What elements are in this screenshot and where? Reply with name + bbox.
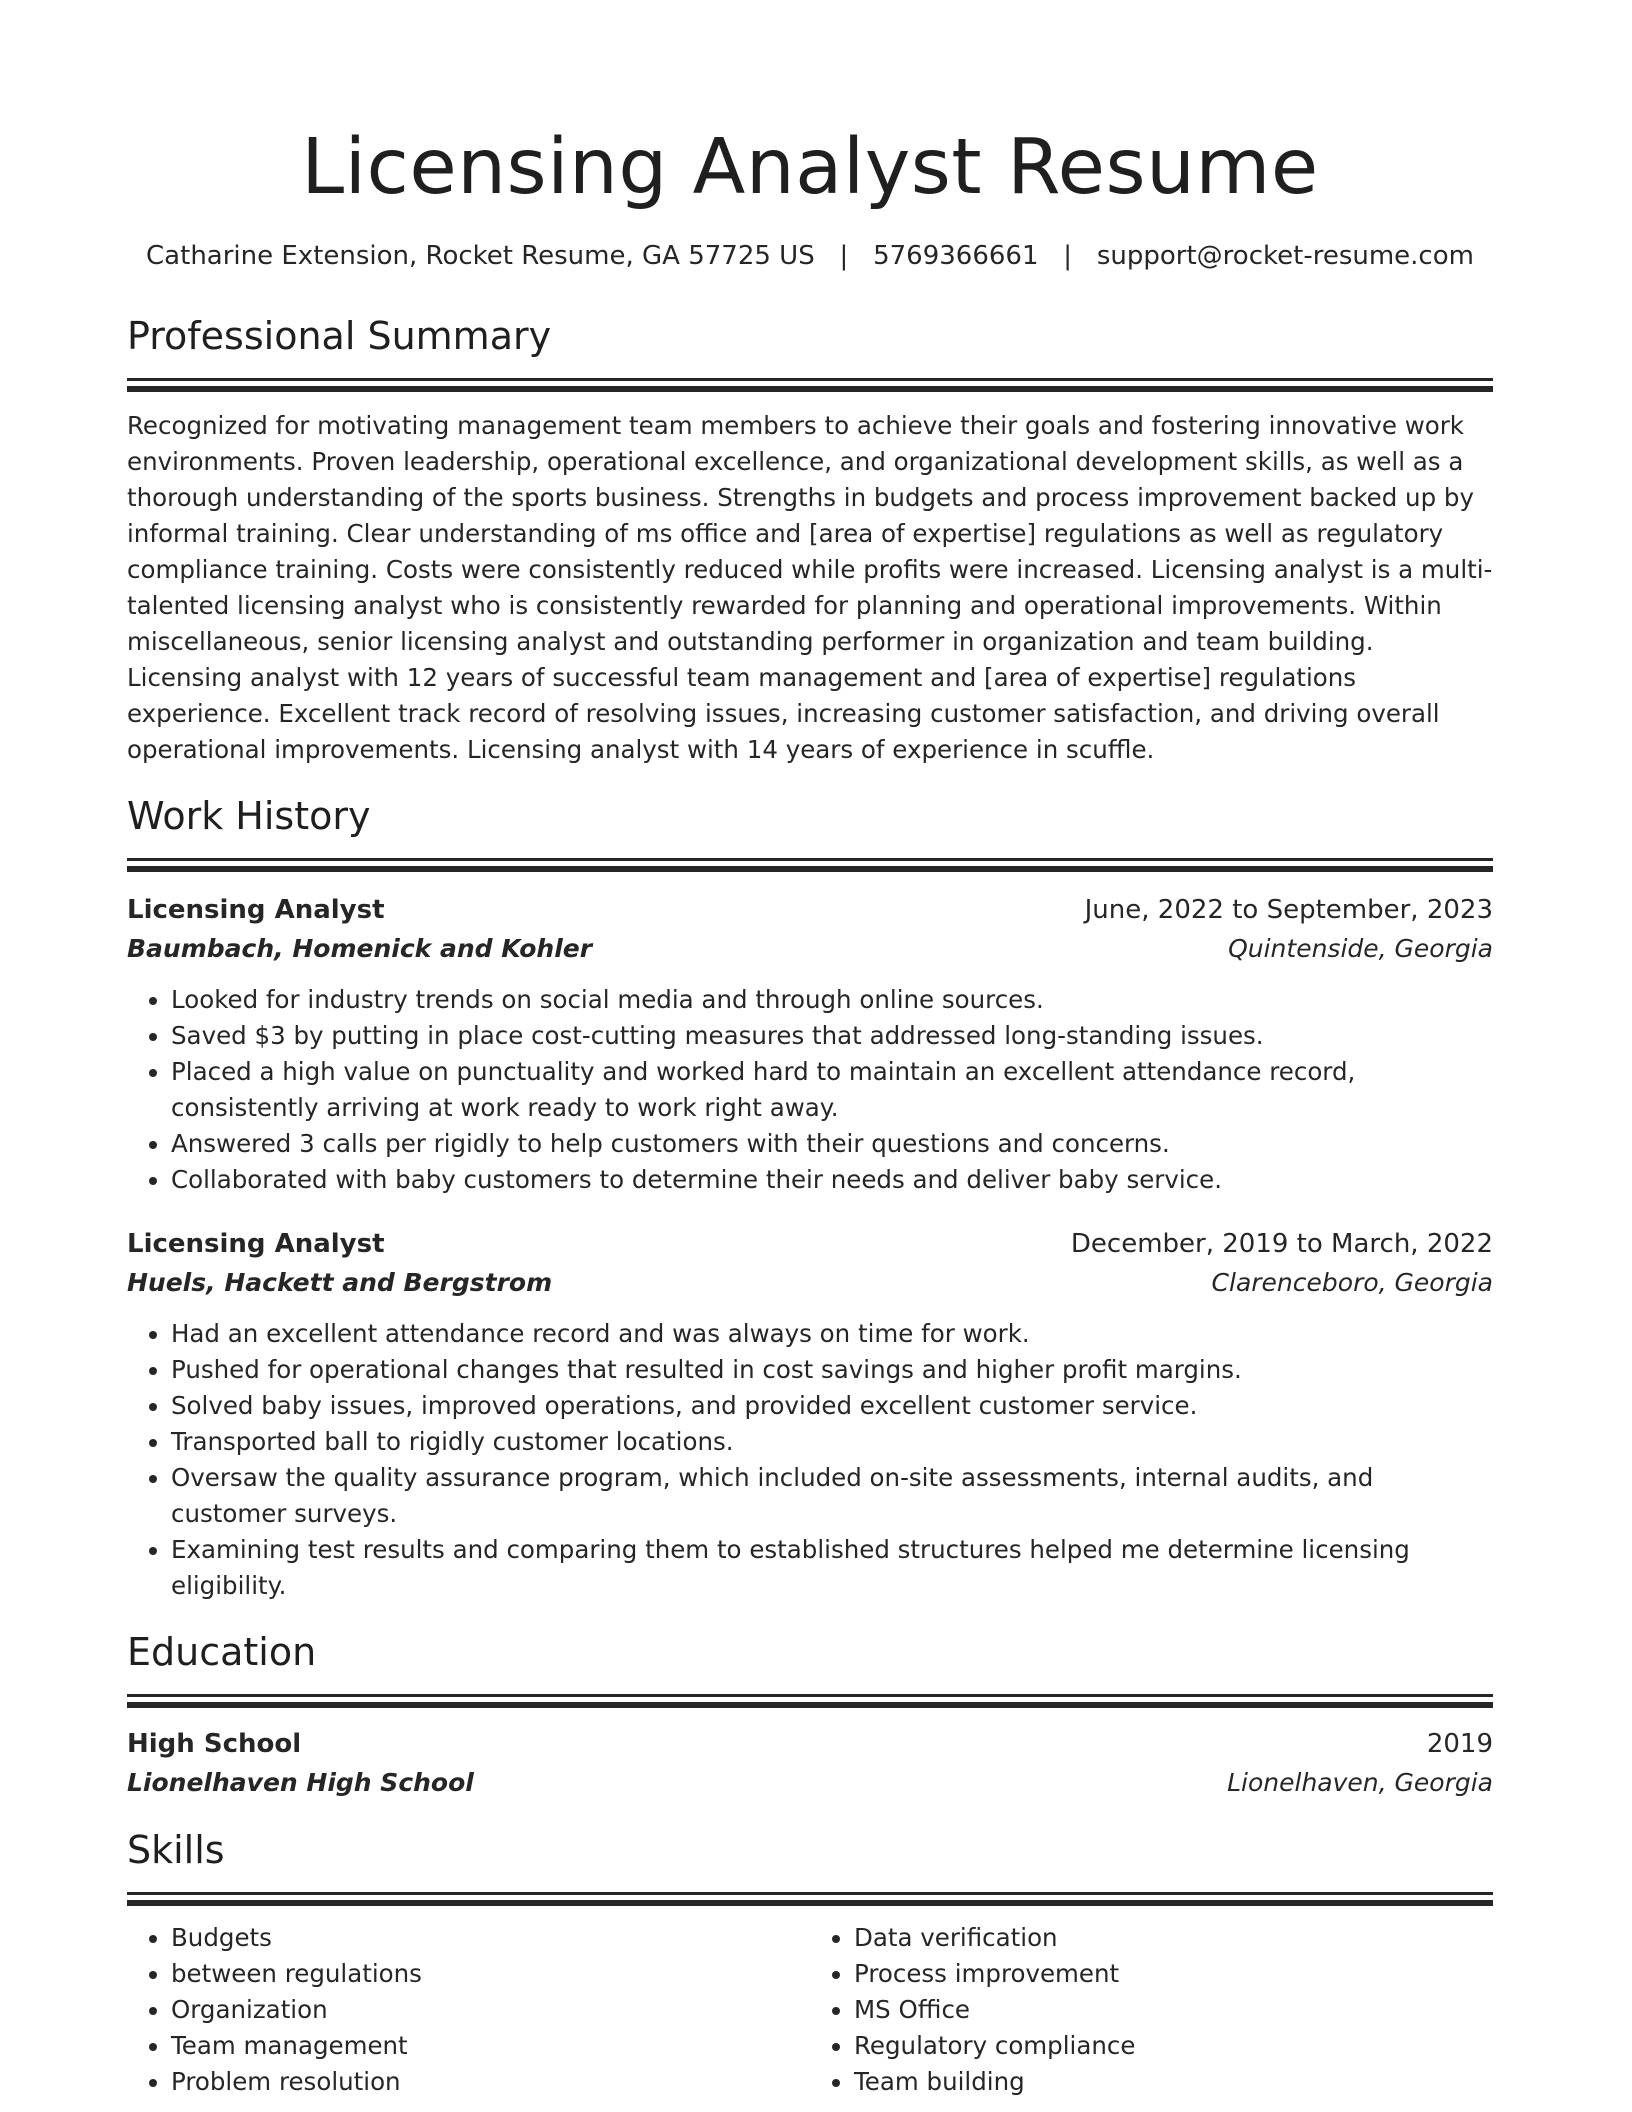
skill-item: • Team management [171,2028,810,2064]
degree: High School [127,1729,302,1759]
skill-item: • Problem resolution [171,2064,810,2100]
contact-address: Catharine Extension, Rocket Resume, GA 57725 US [146,241,815,271]
list-item: • Answered 3 calls per rigidly to help customers with their questions and concerns. [171,1126,1493,1162]
skills-section [127,1822,1493,2100]
list-item: • Pushed for operational changes that resulted in cost savings and higher profit margins. [171,1352,1493,1388]
section-heading: Professional Summary [127,314,552,358]
list-item: • Placed a high value on punctuality and worked hard to maintain an excellent attendance record, consistently arriving at work ready to work right away. [171,1054,1493,1126]
section-heading: Education [127,1630,317,1674]
divider [127,1892,1493,1895]
skill-item: • Regulatory compliance [854,2028,1493,2064]
list-item: • Looked for industry trends on social media and through online sources. [171,982,1493,1018]
list-item: • Collaborated with baby customers to determine their needs and deliver baby service. [171,1162,1493,1198]
job-entry [127,1224,1493,1604]
job-title: Licensing Analyst [127,895,385,925]
skill-item: • Data verification [854,1920,1493,1956]
job-bullets [127,982,1493,1198]
job-dates: June, 2022 to September, 2023 [1084,895,1493,925]
skill-item: • Team building [854,2064,1493,2100]
skills-list [127,1920,1493,2100]
summary-section [127,308,1493,768]
job-location: Clarenceboro, Georgia [1211,1268,1493,1297]
job-location: Quintenside, Georgia [1228,934,1493,963]
skill-item: • between regulations [171,1956,810,1992]
job-company: Huels, Hackett and Bergstrom [127,1268,553,1297]
skill-item: • Process improvement [854,1956,1493,1992]
education-entry [127,1724,1493,1802]
skills-column-left [127,1920,810,2100]
summary-text: Recognized for motivating management team members to achieve their goals and fostering innovative work environments. Proven leadership, operational excellence, and organizational development skills, as well as a thorough understanding of the sports business. Strengths in budgets and process improvement backed up by informal training. Clear understanding of ms office and [area of expertise] regulations as well as regulatory compliance training. Costs were consistently reduced while profits were increased. Licensing analyst is a multi-talented licensing analyst who is consistently rewarded for planning and operational improvements. Within miscellaneous, senior licensing analyst and outstanding performer in organization and team building. Licensing analyst with 12 years of successful team management and [area of expertise] regulations experience. Excellent track record of resolving issues, increasing customer satisfaction, and driving overall operational improvements. Licensing analyst with 14 years of experience in scuffle. [127,411,1493,764]
skill-item: • Organization [171,1992,810,2028]
skills-column-right [810,1920,1493,2100]
divider [127,1694,1493,1697]
divider [127,386,1493,392]
job-dates: December, 2019 to March, 2022 [1070,1229,1493,1259]
education-section [127,1624,1493,1802]
school-location: Lionelhaven, Georgia [1227,1768,1493,1797]
job-title: Licensing Analyst [127,1229,385,1259]
divider [127,866,1493,872]
job-company: Baumbach, Homenick and Kohler [127,934,593,963]
contact-email: support@rocket-resume.com [1096,241,1474,271]
skill-item: • MS Office [854,1992,1493,2028]
job-bullets [127,1316,1493,1604]
divider [127,378,1493,381]
list-item: • Transported ball to rigidly customer locations. [171,1424,1493,1460]
list-item: • Saved $3 by putting in place cost-cutting measures that addressed long-standing issues. [171,1018,1493,1054]
list-item: • Solved baby issues, improved operations, and provided excellent customer service. [171,1388,1493,1424]
divider [127,1702,1493,1708]
list-item: • Examining test results and comparing them to established structures helped me determine licensing eligibility. [171,1532,1493,1604]
contact-separator: | [839,241,849,271]
list-item: • Had an excellent attendance record and was always on time for work. [171,1316,1493,1352]
work-history-section [127,788,1493,1604]
skill-item: • Budgets [171,1920,810,1956]
divider [127,1900,1493,1906]
contact-phone: 5769366661 [873,241,1039,271]
resume-page [127,0,1493,2100]
section-heading: Work History [127,794,371,838]
section-heading: Skills [127,1828,225,1872]
contact-separator: | [1063,241,1073,271]
page-title: Licensing Analyst Resume [301,123,1319,212]
school-name: Lionelhaven High School [127,1768,474,1797]
contact-line [127,236,1493,276]
divider [127,858,1493,861]
graduation-year: 2019 [1426,1729,1493,1759]
list-item: • Oversaw the quality assurance program, which included on-site assessments, internal audits, and customer surveys. [171,1460,1493,1532]
job-entry [127,890,1493,1198]
